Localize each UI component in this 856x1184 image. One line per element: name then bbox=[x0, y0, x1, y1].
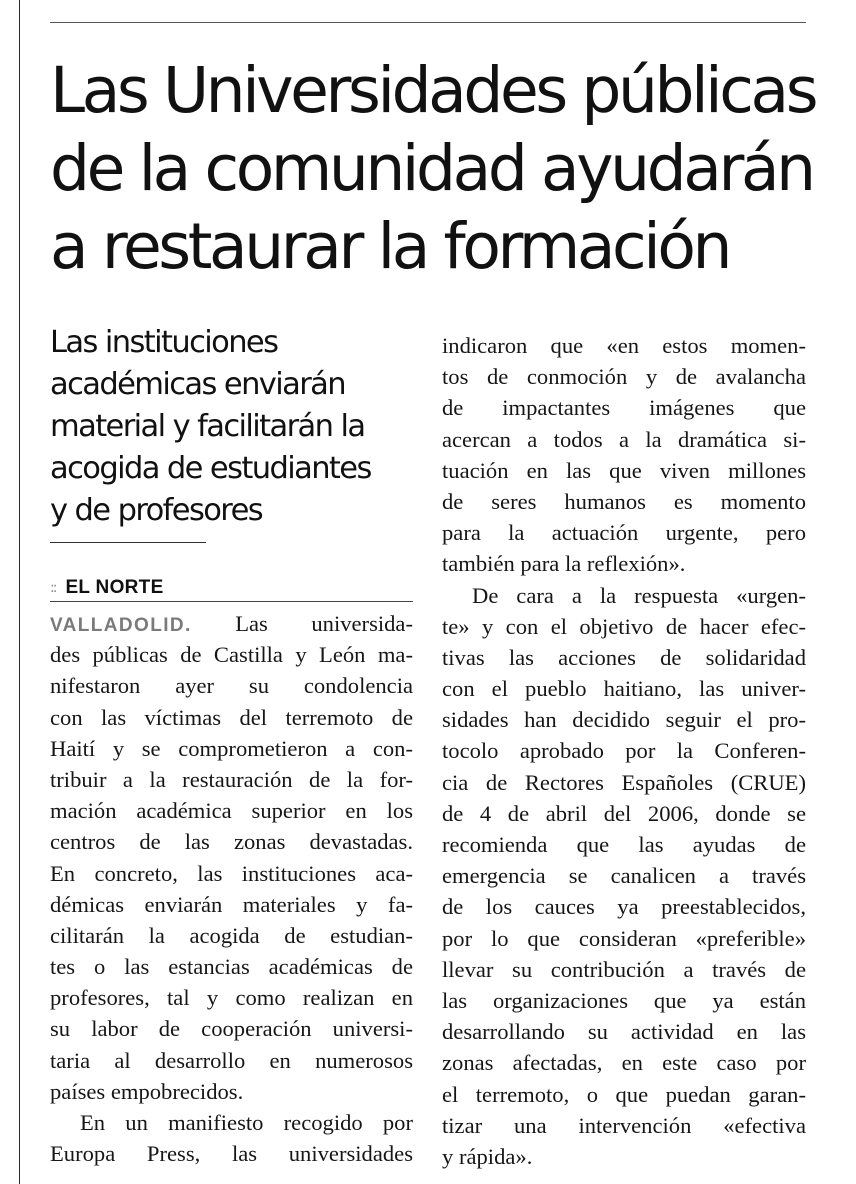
body-line: emergencia se canalicen a través bbox=[442, 863, 806, 889]
body-line: recomienda que las ayudas de bbox=[442, 832, 806, 858]
body-line: y rápida». bbox=[442, 1143, 533, 1169]
headline-line: de la comunidad ayudarán bbox=[50, 132, 813, 205]
dateline: VALLADOLID. bbox=[50, 615, 192, 636]
body-line: de los cauces ya preestablecidos, bbox=[442, 894, 806, 920]
left-margin-rule bbox=[19, 0, 20, 1184]
body-line: centros de las zonas devastadas. bbox=[50, 829, 413, 855]
subheadline-line: académicas enviarán bbox=[50, 367, 345, 402]
body-line: acercan a todos a la dramática si- bbox=[442, 426, 806, 452]
body-line: profesores, tal y como realizan en bbox=[50, 985, 413, 1011]
body-line: el terremoto, o que puedan garan- bbox=[442, 1081, 806, 1107]
byline-dots-icon: :: bbox=[50, 580, 56, 596]
article-column-right bbox=[442, 330, 806, 1172]
headline-line: Las Universidades públicas bbox=[50, 54, 816, 127]
body-line: tribuir a la restauración de la for- bbox=[50, 766, 413, 792]
body-line: taria al desarrollo en numerosos bbox=[50, 1047, 413, 1073]
body-line: démicas enviarán materiales y fa- bbox=[50, 891, 413, 917]
body-line: zonas afectadas, en este caso por bbox=[442, 1050, 806, 1076]
body-line: con las víctimas del terremoto de bbox=[50, 704, 413, 730]
headline-line: a restaurar la formación bbox=[50, 210, 730, 283]
body-line: también para la reflexión». bbox=[442, 551, 686, 577]
headline bbox=[50, 52, 840, 286]
body-line bbox=[50, 608, 413, 639]
subheadline-line: Las instituciones bbox=[50, 325, 278, 360]
body-line: cilitarán la acogida de estudian- bbox=[50, 922, 413, 948]
body-line: tuación en las que viven millones bbox=[442, 457, 806, 483]
body-line: Haití y se comprometieron a con- bbox=[50, 735, 413, 761]
byline-source: EL NORTE bbox=[65, 577, 164, 598]
body-line: cia de Rectores Españoles (CRUE) bbox=[442, 769, 806, 795]
body-line-text: Las universida- bbox=[235, 611, 413, 636]
body-line: llevar su contribución a través de bbox=[442, 956, 806, 982]
body-line: En un manifiesto recogido por bbox=[80, 1110, 413, 1136]
subheadline bbox=[50, 322, 413, 532]
body-line: por lo que consideran «preferible» bbox=[442, 925, 806, 951]
body-line: nifestaron ayer su condolencia bbox=[50, 673, 413, 699]
article-column-left bbox=[50, 322, 413, 1169]
body-line: tes o las estancias académicas de bbox=[50, 954, 413, 980]
body-line: su labor de cooperación universi- bbox=[50, 1016, 413, 1042]
body-line: indicaron que «en estos momen- bbox=[442, 333, 806, 358]
body-line: mación académica superior en los bbox=[50, 798, 413, 824]
body-line: países empobrecidos. bbox=[50, 1078, 244, 1104]
body-line: sidades han decidido seguir el pro- bbox=[442, 707, 806, 733]
subheadline-line: y de profesores bbox=[50, 493, 263, 528]
byline-rule bbox=[50, 601, 413, 602]
body-line: De cara a la respuesta «urgen- bbox=[472, 582, 806, 608]
body-text-left bbox=[50, 608, 413, 1169]
subheadline-line: acogida de estudiantes bbox=[50, 451, 371, 486]
top-rule bbox=[50, 22, 806, 23]
body-line: tizar una intervención «efectiva bbox=[442, 1112, 806, 1138]
body-text-right bbox=[442, 330, 806, 1172]
body-line: Europa Press, las universidades bbox=[50, 1141, 413, 1167]
body-line: te» y con el objetivo de hacer efec- bbox=[442, 613, 806, 639]
subheadline-line: material y facilitarán la bbox=[50, 409, 365, 444]
body-line: las organizaciones que ya están bbox=[442, 987, 806, 1013]
body-line: para la actuación urgente, pero bbox=[442, 520, 806, 546]
body-line: desarrollando su actividad en las bbox=[442, 1019, 806, 1045]
body-line: de seres humanos es momento bbox=[442, 488, 806, 514]
body-line: En concreto, las instituciones aca- bbox=[50, 860, 413, 886]
body-line: tivas las acciones de solidaridad bbox=[442, 644, 806, 670]
body-line: de 4 de abril del 2006, donde se bbox=[442, 800, 806, 826]
body-line: tos de conmoción y de avalancha bbox=[442, 364, 806, 390]
body-line: tocolo aprobado por la Conferen- bbox=[442, 738, 806, 764]
body-line: de impactantes imágenes que bbox=[442, 395, 806, 421]
subheadline-underline bbox=[50, 542, 206, 543]
byline bbox=[50, 577, 413, 599]
body-line: des públicas de Castilla y León ma- bbox=[50, 642, 413, 668]
body-line: con el pueblo haitiano, las univer- bbox=[442, 676, 806, 702]
